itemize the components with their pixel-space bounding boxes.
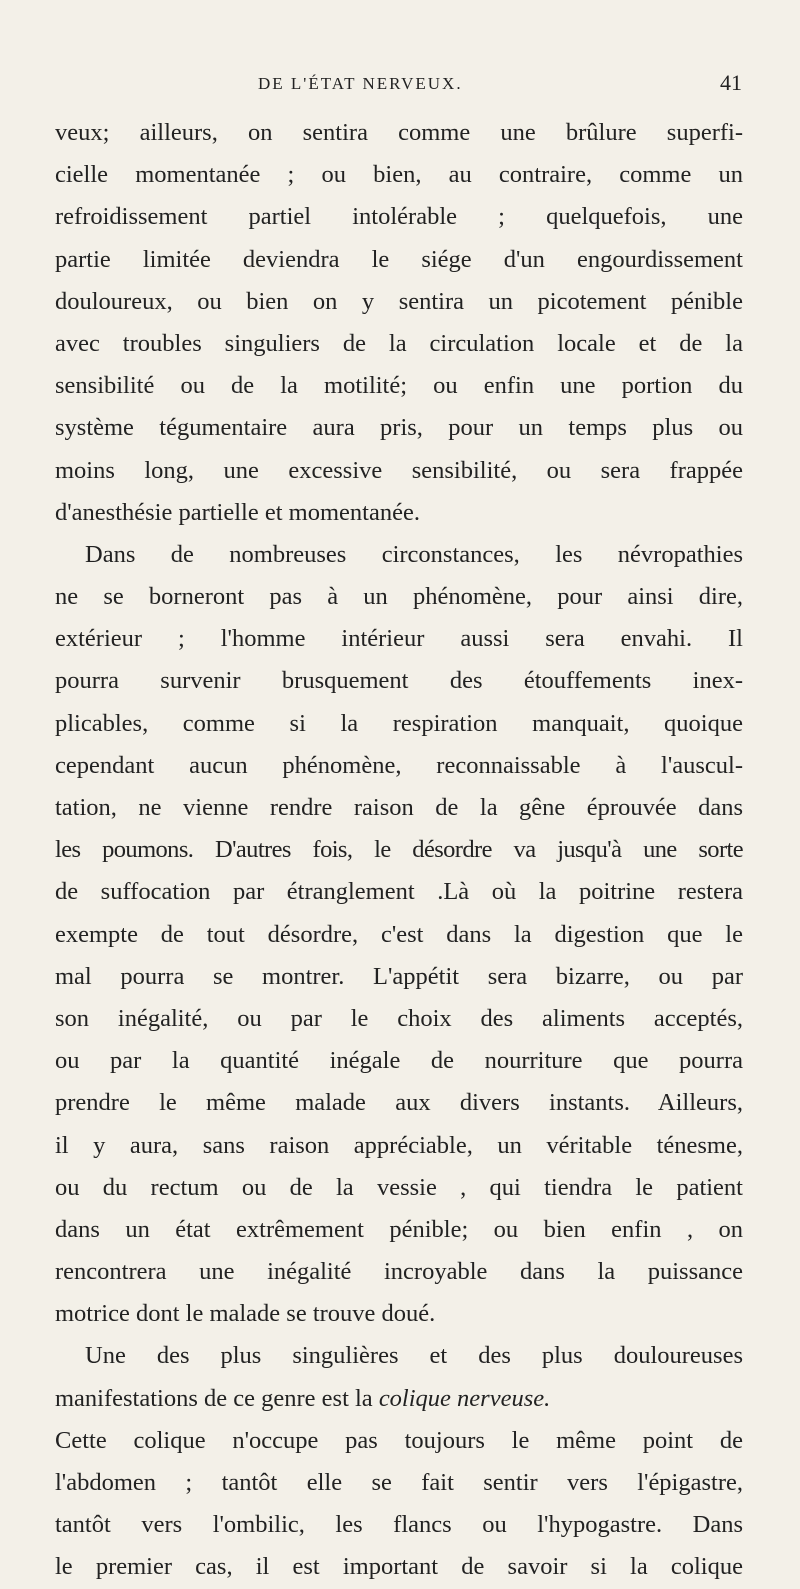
text-line: son inégalité, ou par le choix des aliments acceptés,	[55, 1004, 743, 1032]
text-line: motrice dont le malade se trouve doué.	[55, 1300, 436, 1328]
text-line: ne se borneront pas à un phénomène, pour ainsi dire,	[55, 583, 743, 611]
page-body	[55, 112, 743, 1589]
text-line: ou du rectum ou de la vessie , qui tiendra le patient	[55, 1173, 743, 1201]
text-line: les poumons. D'autres fois, le désordre va jusqu'à une sorte	[55, 836, 743, 864]
text-line: système tégumentaire aura pris, pour un temps plus ou	[55, 414, 743, 442]
text-line: cielle momentanée ; ou bien, au contraire, comme un	[55, 161, 743, 189]
text-line: il y aura, sans raison appréciable, un véritable ténesme,	[55, 1131, 743, 1159]
text-line: exempte de tout désordre, c'est dans la digestion que le	[55, 920, 743, 948]
page-header	[0, 70, 800, 100]
text-line: avec troubles singuliers de la circulation locale et de la	[55, 329, 743, 357]
text-line: dans un état extrêmement pénible; ou bien enfin , on	[55, 1215, 743, 1243]
text-line: tantôt vers l'ombilic, les flancs ou l'hypogastre. Dans	[55, 1511, 743, 1539]
text-line	[55, 1378, 743, 1420]
text-span: manifestations de ce genre est la	[55, 1384, 373, 1412]
text-line: moins long, une excessive sensibilité, ou sera frappée	[55, 456, 743, 484]
text-line: extérieur ; l'homme intérieur aussi sera envahi. Il	[55, 625, 743, 653]
text-line: mal pourra se montrer. L'appétit sera bizarre, ou par	[55, 962, 743, 990]
text-line: prendre le même malade aux divers instants. Ailleurs,	[55, 1089, 743, 1117]
italic-term: colique nerveuse.	[378, 1384, 551, 1412]
text-line: pourra survenir brusquement des étouffements inex-	[55, 667, 743, 695]
text-line: refroidissement partiel intolérable ; quelquefois, une	[55, 203, 743, 231]
text-line: cependant aucun phénomène, reconnaissable à l'auscul-	[55, 751, 743, 779]
text-line: Dans de nombreuses circonstances, les névropathies	[85, 540, 743, 568]
text-line: Cette colique n'occupe pas toujours le même point de	[55, 1426, 743, 1454]
text-line: le premier cas, il est important de savoir si la colique	[55, 1553, 743, 1581]
text-line: veux; ailleurs, on sentira comme une brûlure superfi-	[55, 119, 743, 146]
text-line: de suffocation par étranglement .Là où la poitrine restera	[55, 878, 743, 906]
text-line: plicables, comme si la respiration manquait, quoique	[55, 709, 743, 737]
text-line: l'abdomen ; tantôt elle se fait sentir vers l'épigastre,	[55, 1469, 743, 1496]
running-title: DE L'ÉTAT NERVEUX.	[258, 74, 463, 93]
text-line: partie limitée deviendra le siége d'un engourdissement	[55, 245, 743, 273]
text-line: Une des plus singulières et des plus douloureuses	[85, 1342, 743, 1370]
text-line: douloureux, ou bien on y sentira un picotement pénible	[55, 287, 743, 315]
text-line: ou par la quantité inégale de nourriture que pourra	[55, 1047, 743, 1075]
text-line: sensibilité ou de la motilité; ou enfin une portion du	[55, 372, 743, 400]
page-number: 41	[720, 70, 742, 95]
text-line: tation, ne vienne rendre raison de la gêne éprouvée dans	[55, 794, 743, 821]
text-line: rencontrera une inégalité incroyable dans la puissance	[55, 1258, 743, 1286]
text-line: d'anesthésie partielle et momentanée.	[55, 498, 420, 526]
